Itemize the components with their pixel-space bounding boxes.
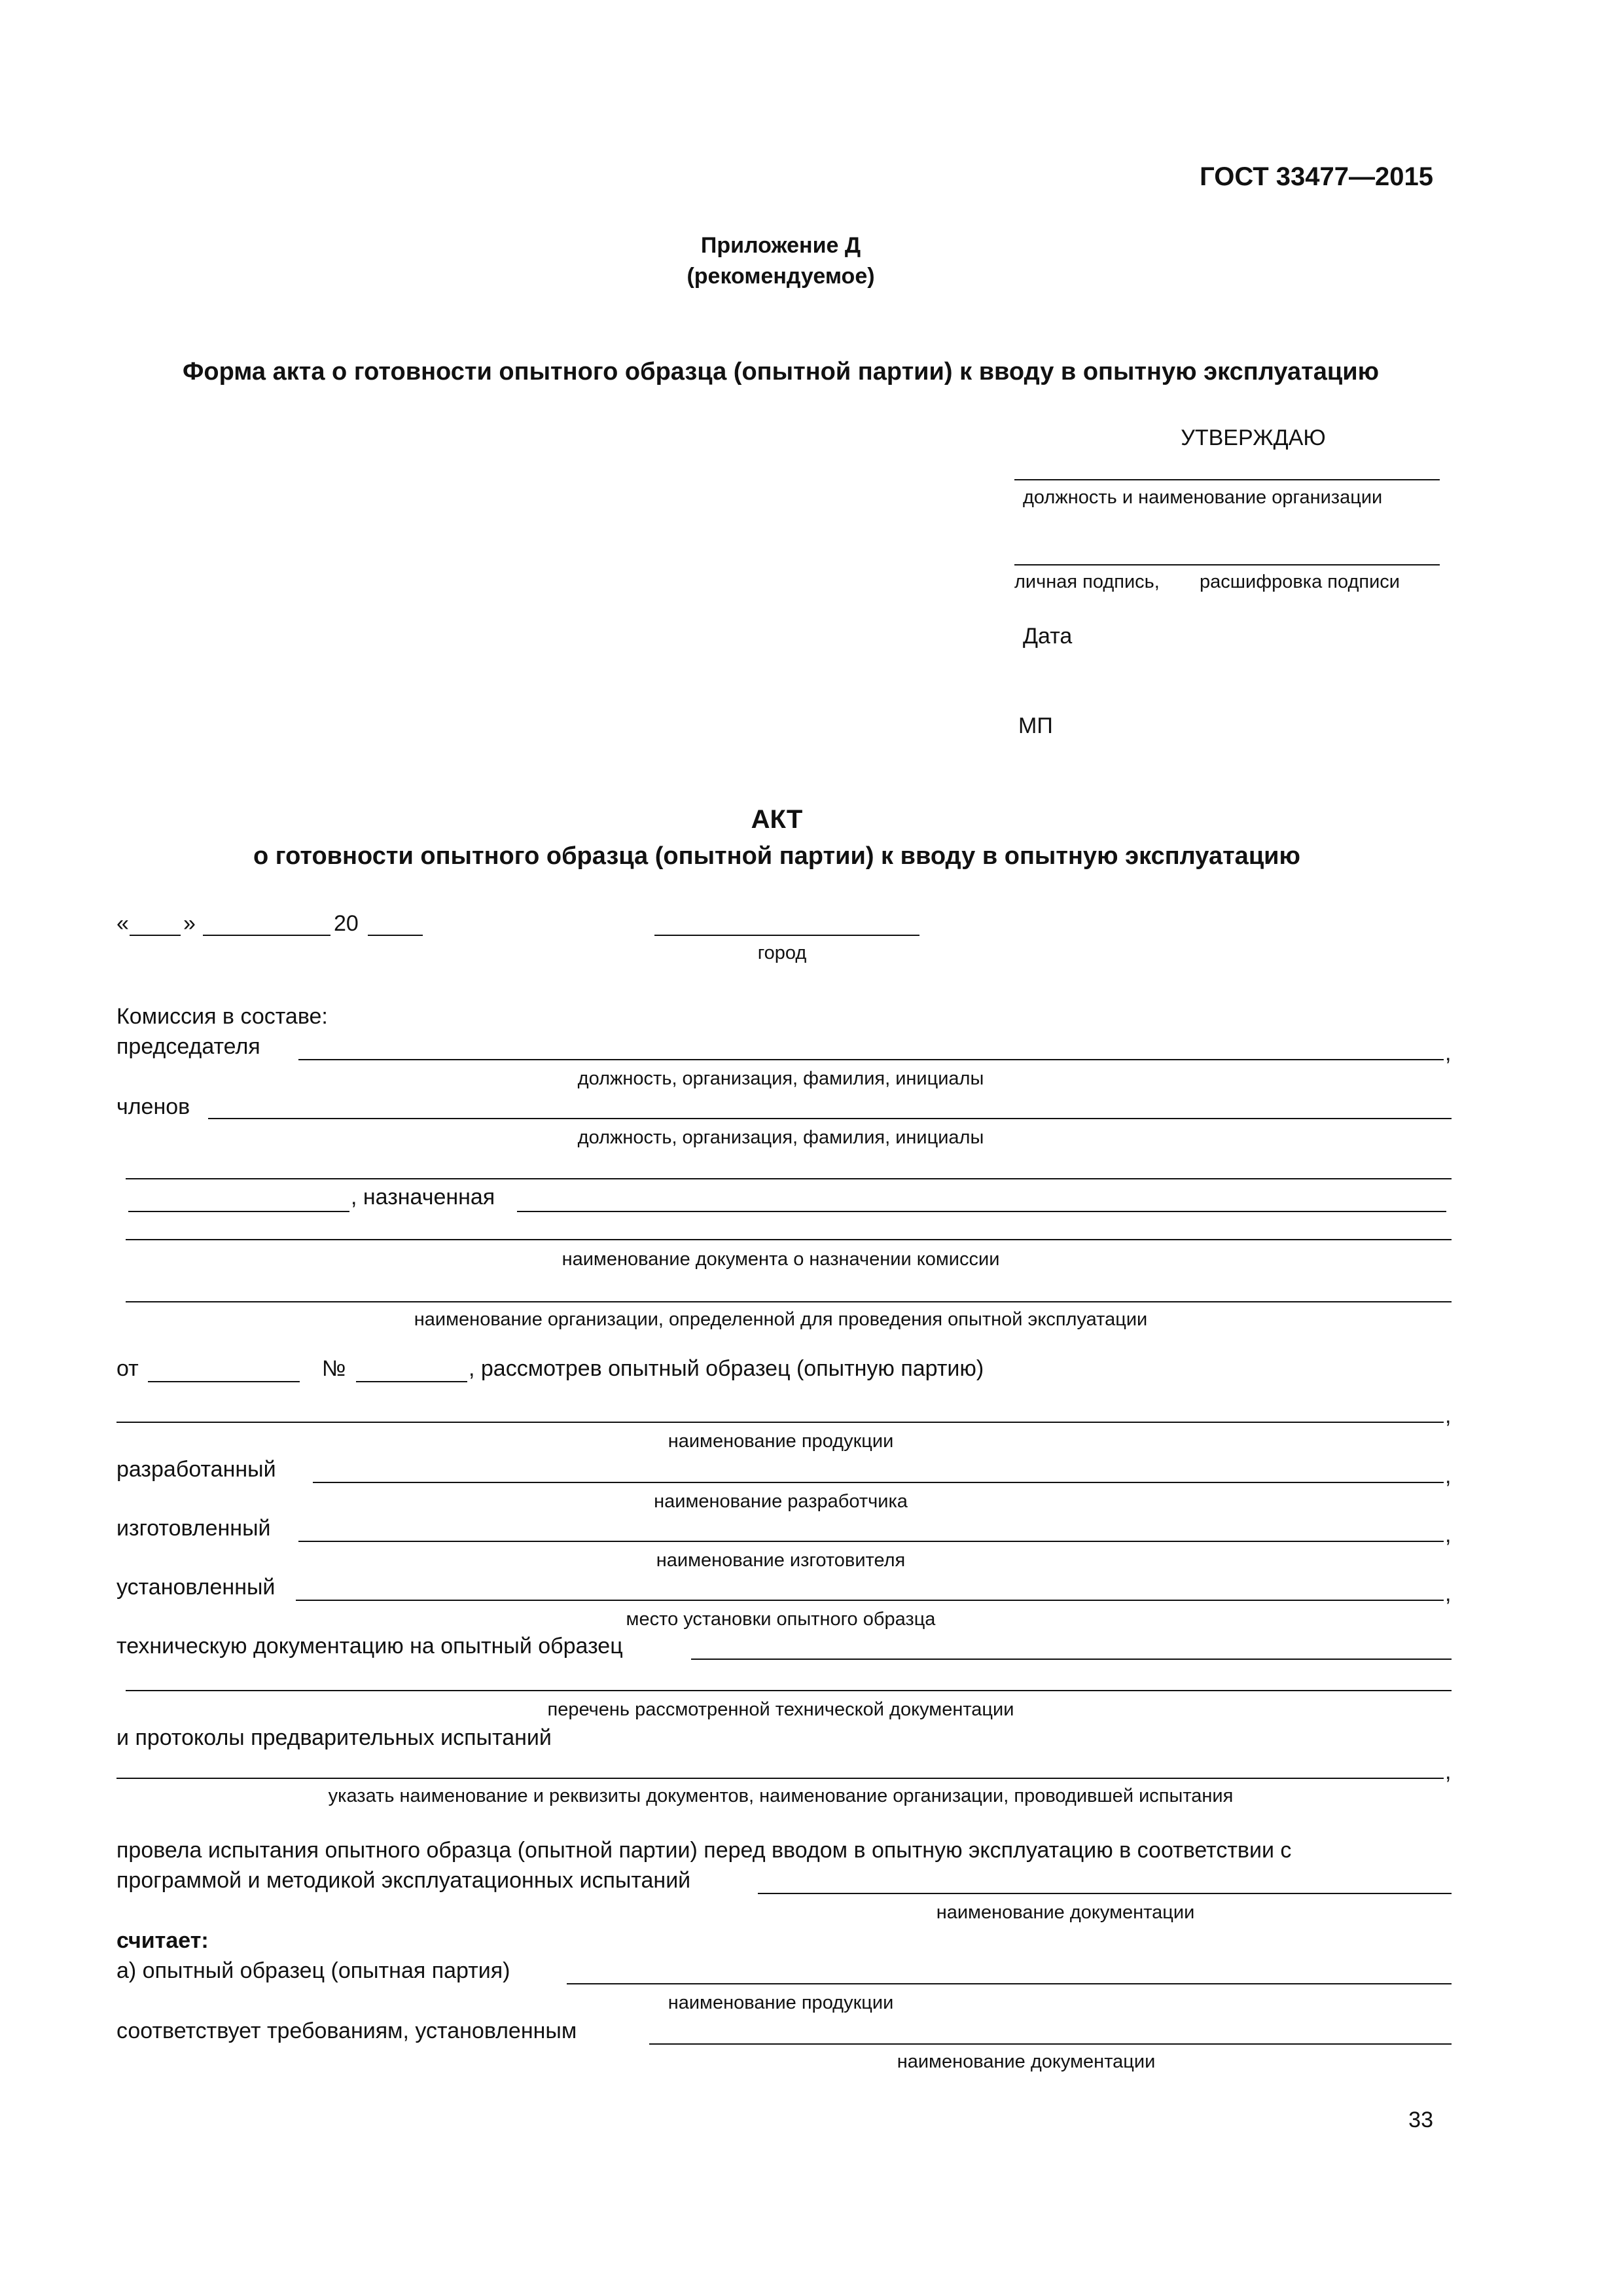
complies-caption: наименование документации bbox=[897, 2051, 1156, 2072]
city-line bbox=[654, 935, 919, 936]
complies-label: соответствует требованиям, установленным bbox=[116, 2018, 577, 2043]
developer-line bbox=[313, 1482, 1444, 1483]
conclusion-line-1: провела испытания опытного образца (опытной партии) перед вводом в опытную эксплуатацию в соответствии с bbox=[116, 1838, 1292, 1863]
approval-label: УТВЕРЖДАЮ bbox=[1181, 425, 1326, 450]
comma: , bbox=[1445, 1041, 1452, 1066]
comma: , bbox=[1445, 1759, 1452, 1784]
date-label: Дата bbox=[1023, 624, 1073, 649]
chairman-caption: должность, организация, фамилия, инициалы bbox=[577, 1068, 984, 1089]
members-label: членов bbox=[116, 1094, 190, 1119]
appointed-line bbox=[517, 1211, 1446, 1212]
install-place-caption: место установки опытного образца bbox=[626, 1609, 936, 1630]
org-caption: наименование организации, определенной для проведения опытной эксплуатации bbox=[414, 1309, 1148, 1330]
position-line bbox=[1014, 479, 1440, 480]
complies-line bbox=[649, 2043, 1452, 2045]
signature-caption-left: личная подпись, bbox=[1014, 571, 1160, 592]
comma: , bbox=[1445, 1522, 1452, 1547]
item-a-label: а) опытный образец (опытная партия) bbox=[116, 1958, 510, 1983]
year-line bbox=[368, 935, 423, 936]
members-line bbox=[208, 1118, 1452, 1119]
techdoc-line bbox=[691, 1659, 1452, 1660]
manufacturer-caption: наименование изготовителя bbox=[656, 1550, 906, 1571]
appendix-title: Приложение Д bbox=[700, 233, 861, 258]
chairman-line bbox=[298, 1059, 1444, 1060]
install-place-line bbox=[296, 1600, 1444, 1601]
from-date-line bbox=[148, 1381, 300, 1382]
installed-label: установленный bbox=[116, 1575, 276, 1600]
gost-number: ГОСТ 33477—2015 bbox=[1200, 162, 1433, 191]
number-label: № bbox=[322, 1356, 346, 1381]
signature-line bbox=[1014, 564, 1440, 565]
reviewed-text: , рассмотрев опытный образец (опытную партию) bbox=[469, 1356, 984, 1381]
techdoc-caption: перечень рассмотренной технической документации bbox=[547, 1699, 1014, 1720]
quote-close: » bbox=[183, 911, 196, 936]
appointed-label: , назначенная bbox=[351, 1185, 495, 1210]
organization-line bbox=[128, 1211, 349, 1212]
protocols-label: и протоколы предварительных испытаний bbox=[116, 1725, 552, 1750]
considers-label: считает: bbox=[116, 1928, 209, 1953]
techdoc-label: техническую документацию на опытный образец bbox=[116, 1634, 623, 1659]
city-caption: город bbox=[757, 942, 807, 963]
from-label: от bbox=[116, 1356, 139, 1381]
year-prefix: 20 bbox=[334, 911, 359, 936]
techdoc-line-2 bbox=[126, 1690, 1452, 1691]
commission-intro: Комиссия в составе: bbox=[116, 1004, 328, 1029]
signature-caption-right: расшифровка подписи bbox=[1200, 571, 1400, 592]
manufactured-label: изготовленный bbox=[116, 1516, 271, 1541]
quote-open: « bbox=[116, 911, 129, 936]
month-line bbox=[203, 935, 330, 936]
appointment-doc-caption: наименование документа о назначении комиссии bbox=[562, 1249, 1000, 1270]
protocols-caption: указать наименование и реквизиты документов, наименование организации, проводившей испытания bbox=[328, 1785, 1234, 1806]
chairman-label: председателя bbox=[116, 1034, 260, 1059]
comma: , bbox=[1445, 1581, 1452, 1606]
item-a-caption: наименование продукции bbox=[668, 1992, 894, 2013]
manufacturer-line bbox=[298, 1541, 1444, 1542]
page-number: 33 bbox=[1408, 2108, 1433, 2132]
appendix-subtitle: (рекомендуемое) bbox=[687, 264, 875, 289]
position-caption: должность и наименование организации bbox=[1023, 487, 1383, 508]
product-line bbox=[116, 1422, 1444, 1423]
day-line bbox=[130, 935, 181, 936]
developed-label: разработанный bbox=[116, 1457, 276, 1482]
members-line-2 bbox=[126, 1178, 1452, 1179]
stamp-label: МП bbox=[1018, 713, 1053, 738]
item-a-line bbox=[567, 1983, 1452, 1984]
appointment-doc-line bbox=[126, 1239, 1452, 1240]
developer-caption: наименование разработчика bbox=[654, 1491, 908, 1512]
members-caption: должность, организация, фамилия, инициалы bbox=[577, 1127, 984, 1148]
comma: , bbox=[1445, 1403, 1452, 1428]
conclusion-line-2: программой и методикой эксплуатационных испытаний bbox=[116, 1868, 691, 1893]
org-line bbox=[126, 1301, 1452, 1302]
program-line bbox=[758, 1893, 1452, 1894]
number-line bbox=[356, 1381, 467, 1382]
program-caption: наименование документации bbox=[936, 1902, 1195, 1923]
act-subtitle: о готовности опытного образца (опытной партии) к вводу в опытную эксплуатацию bbox=[253, 842, 1300, 870]
protocols-line bbox=[116, 1778, 1444, 1779]
form-title: Форма акта о готовности опытного образца (опытной партии) к вводу в опытную эксплуатацию bbox=[182, 358, 1380, 386]
comma: , bbox=[1445, 1463, 1452, 1488]
act-title: АКТ bbox=[751, 805, 803, 834]
product-caption: наименование продукции bbox=[668, 1431, 894, 1452]
